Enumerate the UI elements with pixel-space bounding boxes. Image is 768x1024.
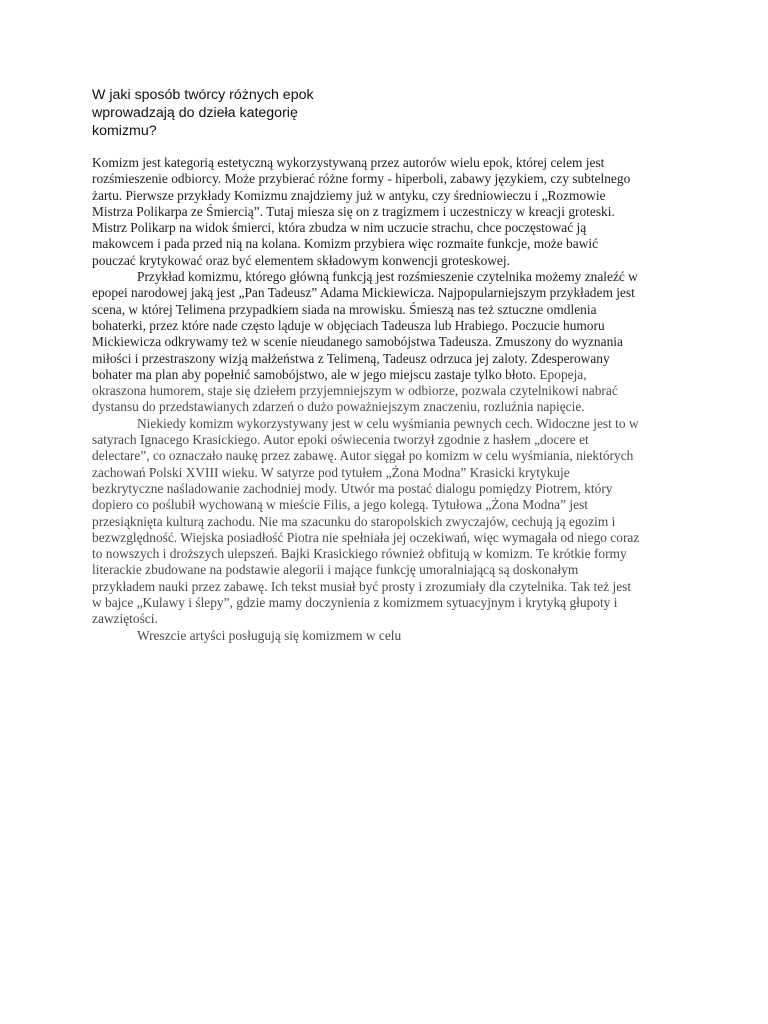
essay-body	[92, 155, 676, 644]
body-line: rozśmieszenie odbiorcy. Może przybierać różne formy - hiperboli, zabawy językiem, czy subtelnego	[92, 171, 631, 187]
body-line: scena, w której Telimena przypadkiem siada na mrowisku. Śmieszą nas też sztuczne omdlenia	[92, 301, 597, 317]
body-line: dopiero co poślubił wychowaną w mieście Filis, a jego kolegą. Tytułowa „Żona Modna” jest	[92, 497, 589, 513]
body-line: miłości i przestraszony wizją małżeństwa z Telimeną, Tadeusz odrzuca jej zaloty. Zdesperowany	[92, 350, 610, 366]
paragraph-start-line: Niekiedy komizm wykorzystywany jest w celu wyśmiania pewnych cech. Widoczne jest to w	[137, 415, 639, 431]
essay-title	[92, 86, 372, 140]
body-line: pouczać krytykować oraz być elementem składowym konwencji groteskowej.	[92, 252, 510, 268]
body-line: Mickiewicza odkrywamy też w scenie nieudanego samobójstwa Tadeusza. Zmuszony do wyznania	[92, 334, 623, 350]
body-line: satyrach Ignacego Krasickiego. Autor epoki oświecenia tworzył zgodnie z hasłem „docere et	[92, 432, 589, 448]
body-line: zachowań Polski XVIII wieku. W satyrze pod tytułem „Żona Modna” Krasicki krytykuje	[92, 464, 570, 480]
paragraph-start-line: Wreszcie artyści posługują się komizmem w celu	[137, 627, 402, 643]
body-line-segment: Epopeja,	[539, 366, 587, 382]
body-line: epopei narodowej jaką jest „Pan Tadeusz” Adama Mickiewicza. Najpopularniejszym przykładem jest	[92, 285, 635, 301]
body-line: okraszona humorem, staje się dziełem przyjemniejszym w odbiorze, pozwala czytelnikowi nabrać	[92, 383, 618, 399]
body-line: delectare”, co oznaczało naukę przez zabawę. Autor sięgał po komizm w celu wyśmiania, niektórych	[92, 448, 634, 464]
title-line: komizmu?	[92, 123, 157, 139]
body-line: dystansu do przedstawianych zdarzeń o dużo poważniejszym znaczeniu, rozluźnia napięcie.	[92, 399, 585, 415]
body-line: przesiąknięta kulturą zachodu. Nie ma szacunku do staropolskich zwyczajów, cechują ją egozim i	[92, 513, 616, 529]
body-line: bezwzględność. Wiejska posiadłość Piotra nie spełniała jej oczekiwań, więc wymagała od niego coraz	[92, 529, 640, 545]
body-line: w bajce „Kulawy i ślepy”, gdzie mamy doczynienia z komizmem sytuacyjnym i krytyką głupoty i	[92, 595, 618, 611]
body-line: Mistrz Polikarp na widok śmierci, która zbudza w nim uczucie strachu, chce poczęstować ją	[92, 220, 587, 236]
body-line: żartu. Pierwsze przykłady Komizmu znajdziemy już w antyku, czy średniowieczu i „Rozmowie	[92, 187, 606, 203]
body-line-mixed	[92, 367, 676, 383]
paragraph-start-line: Przykład komizmu, którego główną funkcją jest rozśmieszenie czytelnika możemy znaleźć w	[137, 269, 638, 285]
body-line: zawziętości.	[92, 611, 158, 627]
body-line: bohaterki, przez które nade często ląduje w objęciach Tadeusza lub Hrabiego. Poczucie humoru	[92, 317, 605, 333]
body-line: Mistrza Polikarpa ze Śmiercią”. Tutaj miesza się on z tragizmem i uczestniczy w kreacji groteski.	[92, 203, 615, 219]
title-line: wprowadzają do dzieła kategorię	[92, 105, 298, 121]
body-line: przykładem nauki przez zabawę. Ich tekst musiał być prosty i zrozumiały dla czytelnika. Tak też jest	[92, 578, 632, 594]
body-line: makowcem i pada przed nią na kolana. Komizm przybiera więc rozmaite funkcje, może bawić	[92, 236, 599, 252]
title-line: W jaki sposób twórcy różnych epok	[92, 87, 314, 103]
body-line: Komizm jest kategorią estetyczną wykorzystywaną przez autorów wielu epok, której celem jest	[92, 155, 605, 170]
body-line-segment: bohater ma plan aby popełnić samobójstwo, ale w jego miejscu zastaje tylko błoto.	[92, 366, 537, 382]
body-line: bezkrytyczne naśladowanie zachodniej mody. Utwór ma postać dialogu pomiędzy Piotrem, który	[92, 480, 613, 496]
body-line: literackie zbudowane na podstawie alegorii i mające funkcję umoralniającą są doskonałym	[92, 562, 579, 578]
body-line: to nowszych i droższych ulepszeń. Bajki Krasickiego również obfitują w komizm. Te krótkie formy	[92, 546, 627, 562]
